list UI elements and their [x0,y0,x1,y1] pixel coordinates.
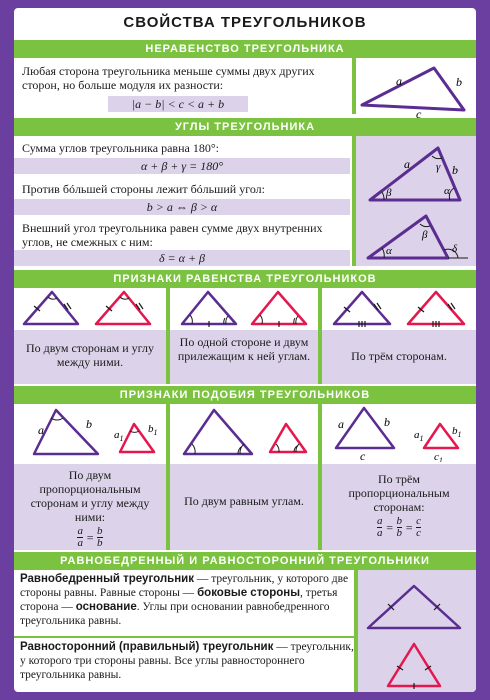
exterior-angle-text: Внешний угол треугольника равен сумме двух внутренних углов, не смежных с ним: [22,221,323,249]
similarity-sas-figure [14,404,166,462]
svg-text:β: β [422,229,428,241]
svg-text:c1: $c_1$ [434,451,443,462]
inequality-text: Любая сторона треугольника меньше суммы двух других сторон, но больше модуля их разности: [22,64,315,92]
inequality-formula: |a − b| < c < a + b [108,96,248,112]
isosceles-text: Равнобедренный треугольник — треугольник, у которого две стороны равны. Равные стороны — боковые стороны, третья сторона — основание. Углы при основании равнобедренного треугольника равны. [20,573,349,627]
svg-text:a1: $a_1$ [114,429,124,443]
section-header-inequality: НЕРАВЕНСТВО ТРЕУГОЛЬНИКА [14,40,476,58]
svg-text:β: β [386,187,392,199]
label-a: a [396,74,402,88]
label-c: c [416,107,422,118]
congruence-asa-figure [170,288,318,330]
larger-side-formula: b > a ⇔ β > α [14,199,350,215]
similarity-caption-sas: По двум пропорциональным сторонам и углу между ними: $\frac{a}{a}$ = $\frac{b}{b}$ [30,468,150,549]
svg-text:b: b [86,417,92,431]
svg-text:a: a [404,157,410,171]
svg-text:b1: $b_1$ [452,425,462,439]
exterior-angle-formula: δ = α + β [14,250,350,266]
isosceles-figures [358,570,476,692]
label-b: b [456,75,462,89]
similarity-aa-figure [170,404,318,462]
svg-text:c: c [360,449,366,462]
angles-sum-text: Сумма углов треугольника равна 180°: [22,141,219,155]
svg-text:b: b [452,163,458,177]
congruence-sss-figure [322,288,476,330]
poster-card [14,8,476,692]
similarity-sss-figure [322,404,476,462]
svg-text:α: α [386,245,392,257]
equilateral-text: Равносторонний (правильный) треугольник — треугольник, у которого три стороны равны. Все углы равностороннего треугольника равны. [20,641,354,681]
svg-text:γ: γ [436,161,441,173]
section-header-angles: УГЛЫ ТРЕУГОЛЬНИКА [14,118,476,136]
divider-vertical-1 [352,58,356,114]
similarity-caption-sss: По трём пропорциональным сторонам: $\frac{a}{a}$ = $\frac{b}{b}$ = $\frac{c}{c}$ [348,472,450,539]
angles-sum-formula: α + β + γ = 180° [14,158,350,174]
svg-text:b1: $b_1$ [148,423,158,437]
section-header-isosceles: РАВНОБЕДРЕННЫЙ И РАВНОСТОРОННИЙ ТРЕУГОЛЬНИКИ [14,552,476,570]
page-title: СВОЙСТВА ТРЕУГОЛЬНИКОВ [123,14,367,31]
larger-side-text: Против бóльшей стороны лежит бóльший угол: [22,182,265,196]
congruence-caption-sas: По двум сторонам и углу между ними. [26,341,154,369]
svg-text:a: a [338,417,344,431]
svg-text:δ: δ [452,243,458,255]
inequality-triangle-figure [358,60,472,118]
similarity-caption-aa: По двум равным углам. [184,494,304,508]
section-header-congruence: ПРИЗНАКИ РАВЕНСТВА ТРЕУГОЛЬНИКОВ [14,270,476,288]
congruence-caption-sss: По трём сторонам. [351,349,447,363]
svg-text:b: b [384,415,390,429]
congruence-caption-asa: По одной стороне и двум прилежащим к ней углам. [177,335,311,363]
svg-text:a1: $a_1$ [414,429,424,443]
section-header-similarity: ПРИЗНАКИ ПОДОБИЯ ТРЕУГОЛЬНИКОВ [14,386,476,404]
svg-text:α: α [444,185,450,197]
svg-text:a: a [38,423,44,437]
congruence-sas-figure [14,288,166,330]
angles-triangle-figures [356,136,476,266]
